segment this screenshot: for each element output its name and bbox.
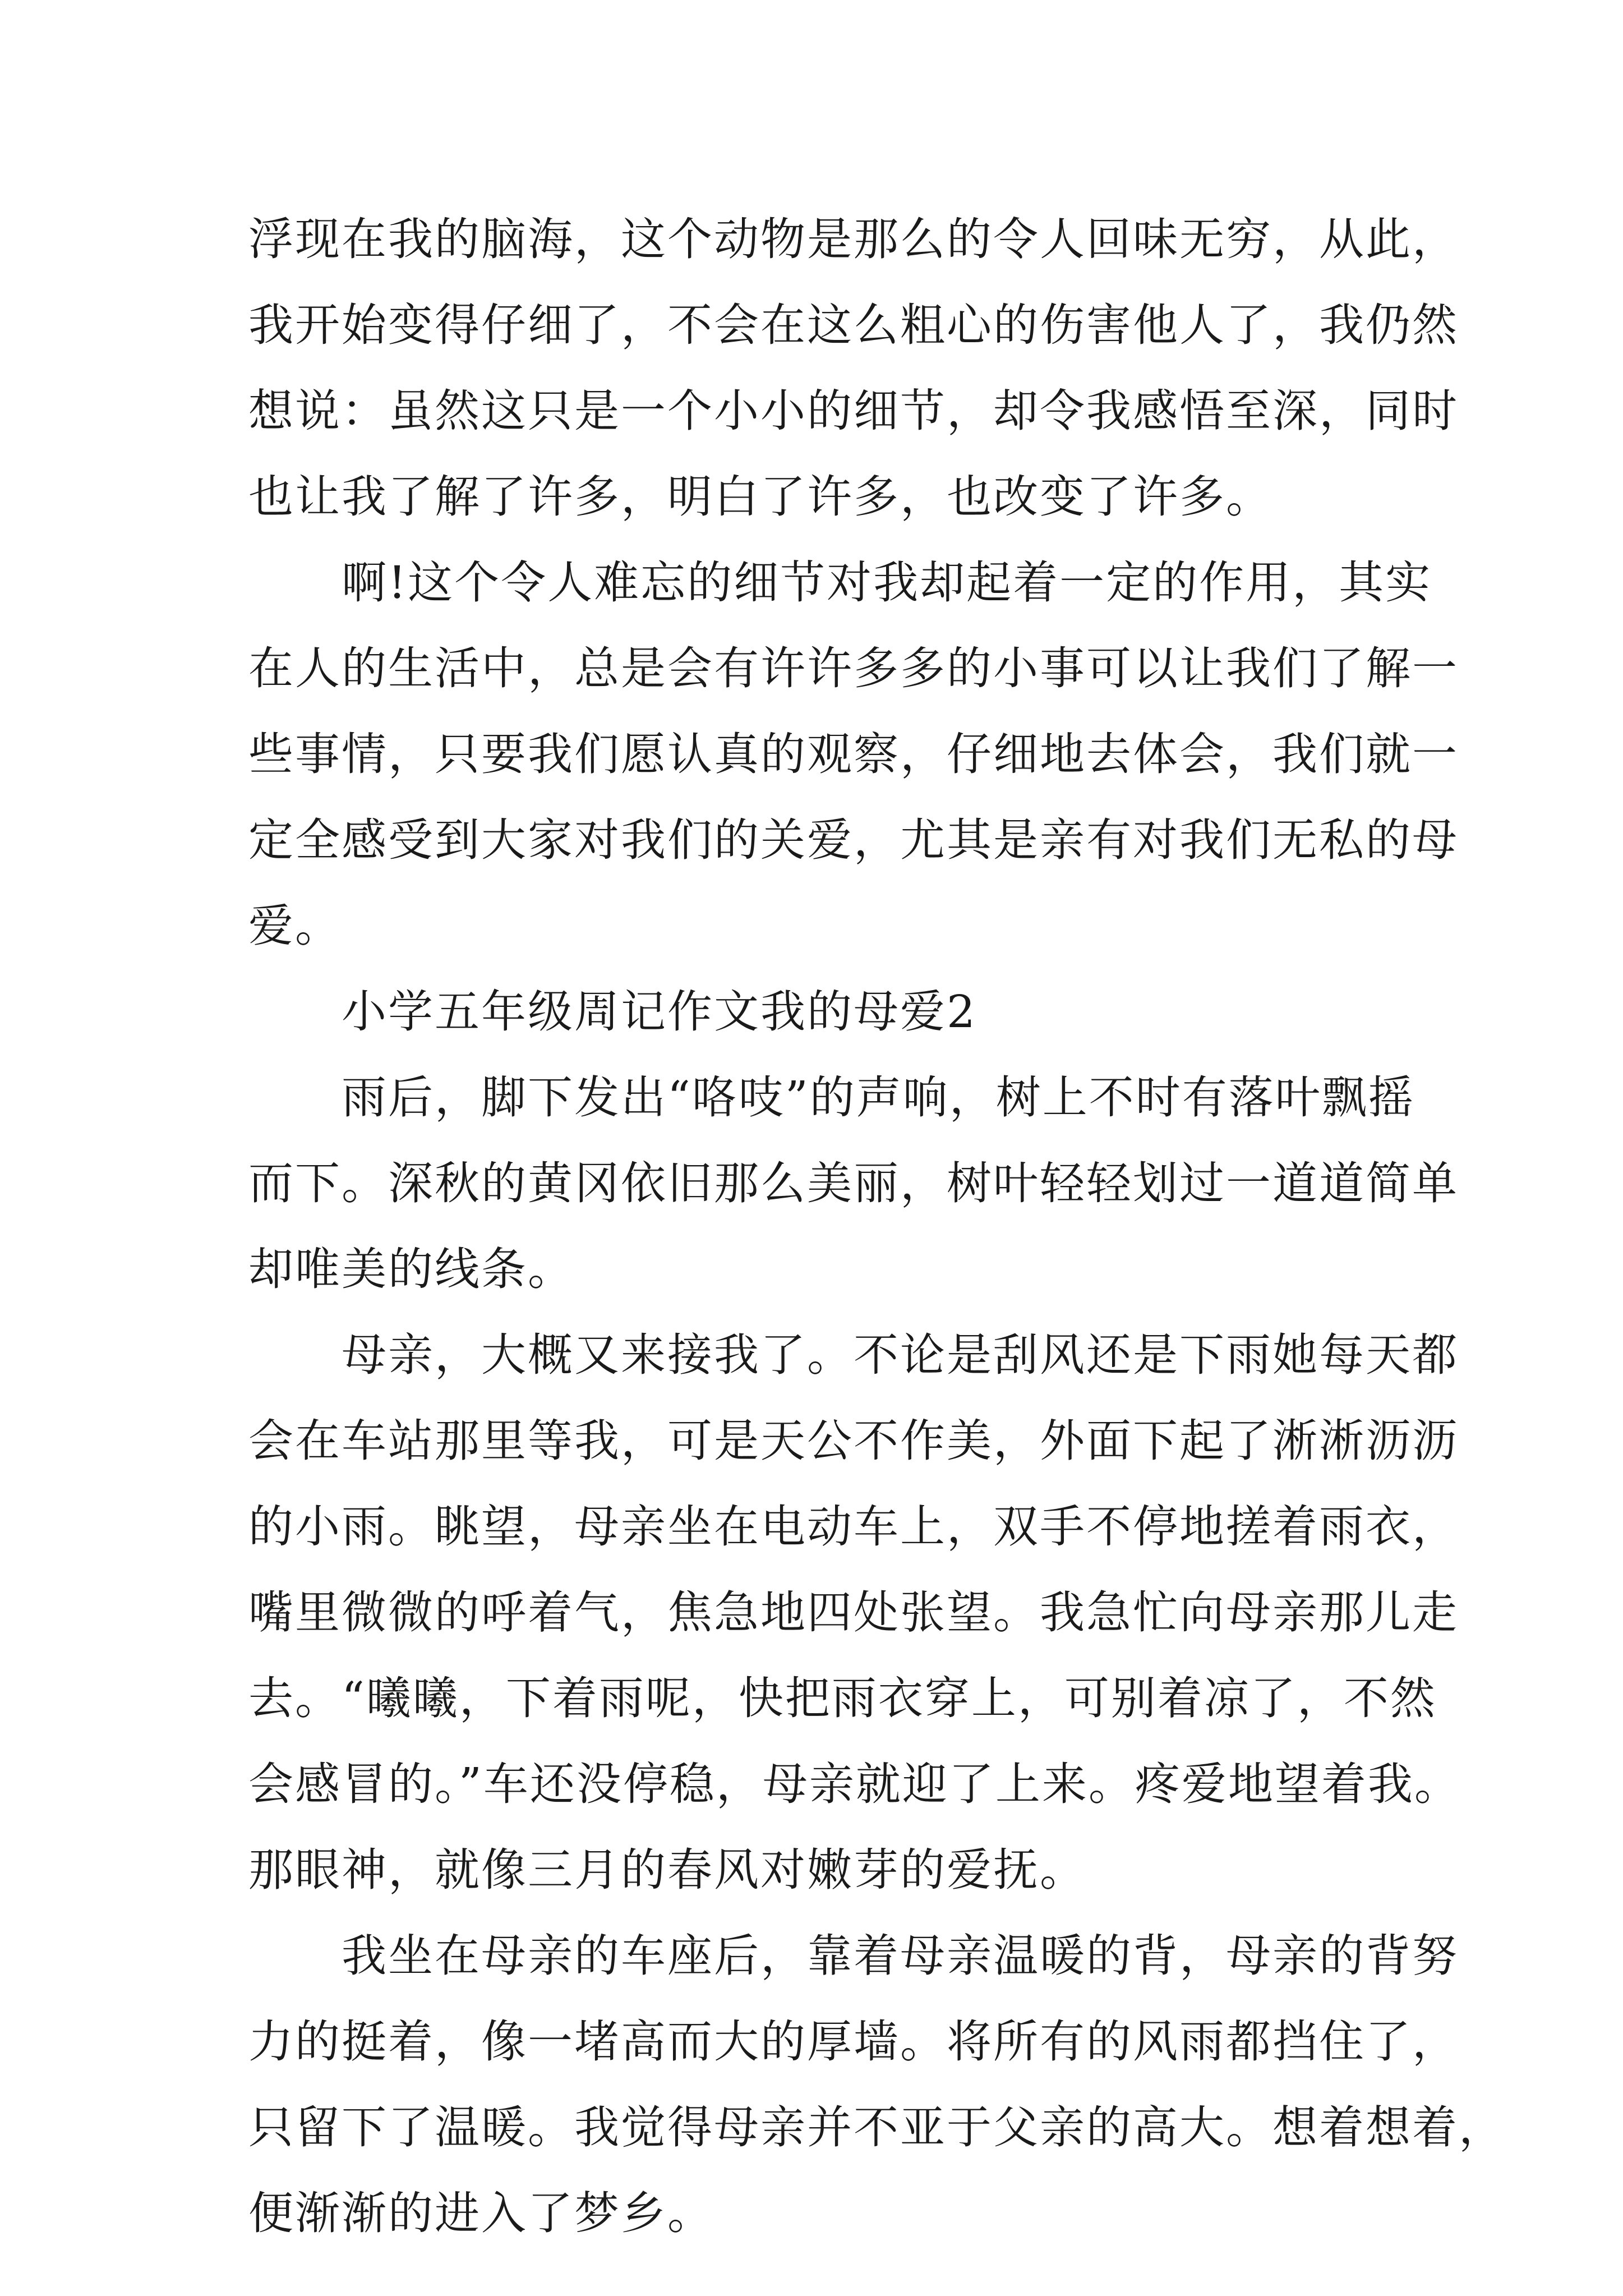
text-line: 也让我了解了许多，明白了许多，也改变了许多。: [248, 471, 1272, 523]
paragraph-4: [248, 1312, 1461, 1913]
text-line: 啊!这个令人难忘的细节对我却起着一定的作用，其实: [342, 556, 1432, 609]
text-line: 我开始变得仔细了，不会在这么粗心的伤害他人了，我仍然: [248, 299, 1459, 351]
text-line: 便渐渐的进入了梦乡。: [248, 2187, 714, 2239]
paragraph-2: [248, 540, 1459, 969]
paragraph-3: [248, 1055, 1459, 1312]
text-line: 会在车站那里等我，可是天公不作美，外面下起了淅淅沥沥: [248, 1415, 1459, 1467]
text-line: 去。“曦曦，下着雨呢，快把雨衣穿上，可别着凉了，不然: [248, 1672, 1437, 1724]
text-line: 却唯美的线条。: [248, 1243, 574, 1295]
section-heading: [248, 969, 1381, 1055]
document-body: [248, 196, 1505, 2256]
text-line: 爱。: [248, 900, 342, 952]
text-line: 会感冒的。”车还没停稳，母亲就迎了上来。疼爱地望着我。: [248, 1758, 1461, 1810]
text-line: 我坐在母亲的车座后，靠着母亲温暖的背，母亲的背努: [342, 1930, 1459, 1982]
text-line: 在人的生活中，总是会有许许多多的小事可以让我们了解一: [248, 642, 1459, 694]
text-line: 想说：虽然这只是一个小小的细节，却令我感悟至深，同时: [248, 385, 1459, 437]
text-line: 只留下了温暖。我觉得母亲并不亚于父亲的高大。想着想着，: [248, 2101, 1505, 2154]
text-line: 浮现在我的脑海，这个动物是那么的令人回味无穷，从此，: [248, 213, 1459, 265]
text-line: 些事情，只要我们愿认真的观察，仔细地去体会，我们就一: [248, 728, 1459, 780]
text-line: 雨后，脚下发出“咯吱”的声响，树上不时有落叶飘摇: [342, 1071, 1415, 1124]
paragraph-1: [248, 196, 1459, 540]
text-line: 定全感受到大家对我们的关爱，尤其是亲有对我们无私的母: [248, 814, 1459, 866]
text-line: 的小雨。眺望，母亲坐在电动车上，双手不停地搓着雨衣，: [248, 1501, 1459, 1553]
text-line: 力的挺着，像一堵高而大的厚墙。将所有的风雨都挡住了，: [248, 2016, 1459, 2068]
text-line: 那眼神，就像三月的春风对嫩芽的爱抚。: [248, 1844, 1086, 1896]
text-line: 母亲，大概又来接我了。不论是刮风还是下雨她每天都: [342, 1329, 1459, 1381]
paragraph-5: [248, 1913, 1505, 2256]
heading-line: 小学五年级周记作文我的母爱2: [342, 986, 977, 1038]
text-line: 嘴里微微的呼着气，焦急地四处张望。我急忙向母亲那儿走: [248, 1586, 1459, 1639]
text-line: 而下。深秋的黄冈依旧那么美丽，树叶轻轻划过一道道简单: [248, 1157, 1459, 1209]
